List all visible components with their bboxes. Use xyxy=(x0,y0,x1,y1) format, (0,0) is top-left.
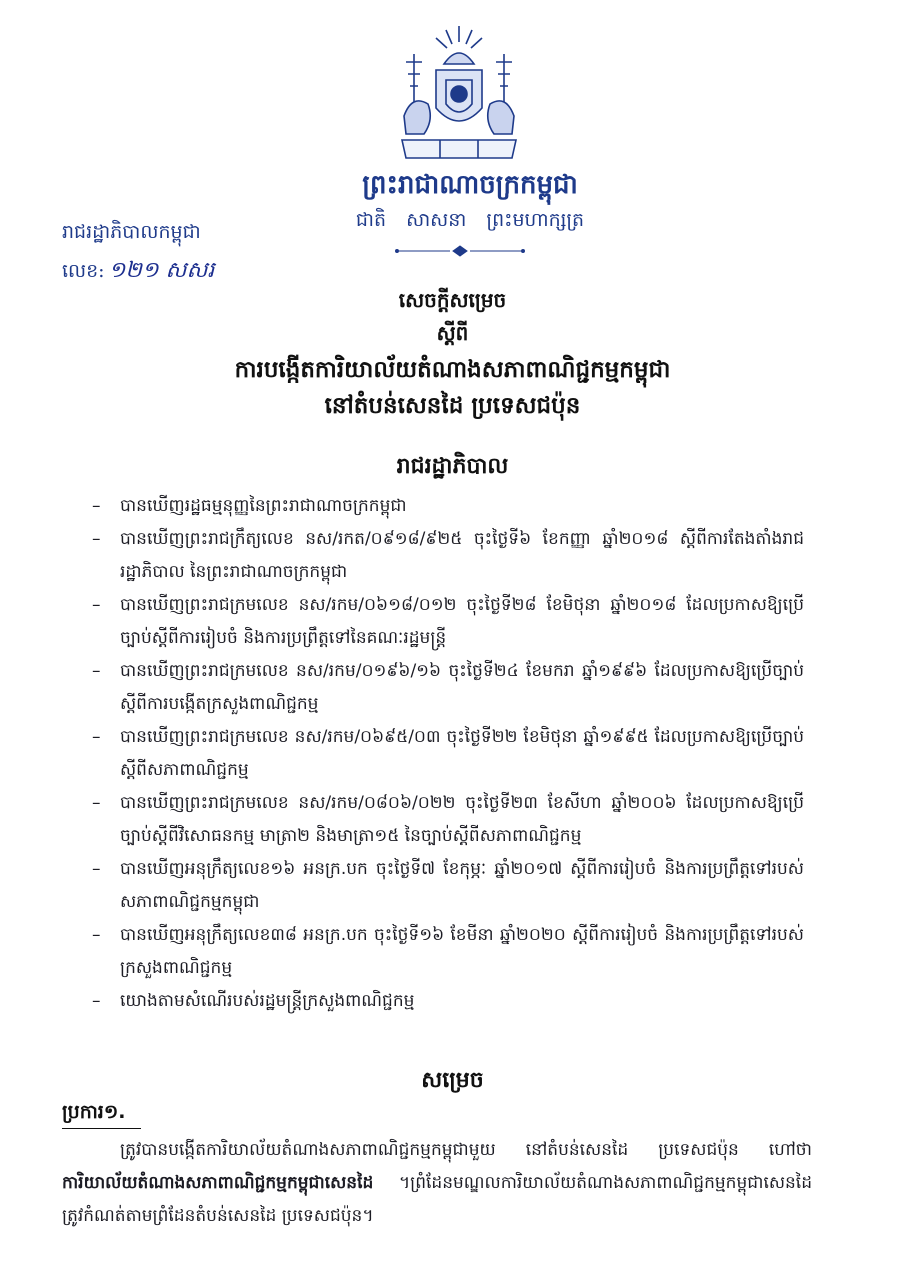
national-motto: ជាតិ សាសនា ព្រះមហាក្សត្រ xyxy=(355,209,585,231)
article-1-text: ត្រូវបានបង្កើតការិយាល័យតំណាងសភាពាណិជ្ជកម្មកម្ពុជាមួយ នៅតំបន់សេនដៃ ប្រទេសជប៉ុន ហៅថា ការិយាល័យតំណាងសភាពាណិជ្ជកម្មកម្ពុជាសេនដៃ ។ព្រំដែនមណ្ឌលការិយាល័យតំណាងសភាពាណិជ្ជកម្មកម្ពុជាសេនដៃ ត្រូវកំណត់តាមព្រំដែនតំបន់សេនដៃ ប្រទេសជប៉ុន។ xyxy=(62,1140,812,1226)
preamble-clauses xyxy=(92,490,804,1018)
decides-heading: សម្រេច xyxy=(421,1068,484,1093)
office-name: ការិយាល័យតំណាងសភាពាណិជ្ជកម្មកម្ពុជាសេនដៃ xyxy=(62,1173,374,1193)
subject-line-2: នៅតំបន់សេនដៃ ប្រទេសជប៉ុន xyxy=(324,393,581,419)
government-label: រាជរដ្ឋាភិបាលកម្ពុជា xyxy=(62,221,201,243)
royal-coat-of-arms-icon xyxy=(384,24,534,164)
ornament-divider-icon xyxy=(395,244,525,258)
clause-item: – បានឃើញព្រះរាជក្រមលេខ នស/រកម/០៦៩៥/០៣ ចុះថ្ងៃទី២២ ខែមិថុនា ឆ្នាំ១៩៩៥ ដែលប្រកាសឱ្យប្រើច្បាប់ស្តីពីសភាពាណិជ្ជកម្ម xyxy=(92,721,804,787)
clause-dash: – xyxy=(92,991,101,1011)
number-label: លេខ: xyxy=(62,260,105,282)
clause-dash: – xyxy=(92,529,101,549)
clause-dash: – xyxy=(92,595,101,615)
clause-item: – បានឃើញអនុក្រឹត្យលេខ១៦ អនក្រ.បក ចុះថ្ងៃទី៧ ខែកុម្ភៈ ឆ្នាំ២០១៧ ស្តីពីការរៀបចំ និងការប្រព្រឹត្តទៅរបស់សភាពាណិជ្ជកម្មកម្ពុជា xyxy=(92,853,804,919)
clause-dash: – xyxy=(92,925,101,945)
subject-line-1: ការបង្កើតការិយាល័យតំណាងសភាពាណិជ្ជកម្មកម្ពុជា xyxy=(234,357,671,383)
clause-dash: – xyxy=(92,496,101,516)
kingdom-heading: ព្រះរាជាណាចក្រកម្ពុជា xyxy=(362,170,578,200)
clause-item: – បានឃើញអនុក្រឹត្យលេខ៣៨ អនក្រ.បក ចុះថ្ងៃទី១៦ ខែមីនា ឆ្នាំ២០២០ ស្តីពីការរៀបចំ និងការប្រព្រឹត្តទៅរបស់ក្រសួងពាណិជ្ជកម្ម xyxy=(92,919,804,985)
about-label: ស្តីពី xyxy=(436,321,469,345)
clause-item: – បានឃើញព្រះរាជក្រឹត្យលេខ នស/រកត/០៩១៨/៩២៥ ចុះថ្ងៃទី៦ ខែកញ្ញា ឆ្នាំ២០១៨ ស្តីពីការតែងតាំងរាជរដ្ឋាភិបាល នៃព្រះរាជាណាចក្រកម្ពុជា xyxy=(92,523,804,589)
clause-dash: – xyxy=(92,661,101,681)
clause-item: – បានឃើញព្រះរាជក្រមលេខ នស/រកម/០៨០៦/០២២ ចុះថ្ងៃទី២៣ ខែសីហា ឆ្នាំ២០០៦ ដែលប្រកាសឱ្យប្រើច្បាប់ស្តីពីវិសោធនកម្ម មាត្រា២ និងមាត្រា១៥ នៃច្បាប់ស្តីពីសភាពាណិជ្ជកម្ម xyxy=(92,787,804,853)
clause-item: – បានឃើញព្រះរាជក្រមលេខ នស/រកម/០៦១៨/០១២ ចុះថ្ងៃទី២៨ ខែមិថុនា ឆ្នាំ២០១៨ ដែលប្រកាសឱ្យប្រើច្បាប់ស្តីពីការរៀបចំ និងការប្រព្រឹត្តទៅនៃគណៈរដ្ឋមន្ត្រី xyxy=(92,589,804,655)
decision-title: សេចក្តីសម្រេច xyxy=(398,288,507,312)
clause-item: – បានឃើញរដ្ឋធម្មនុញ្ញនៃព្រះរាជាណាចក្រកម្ពុជា xyxy=(92,490,804,523)
clause-dash: – xyxy=(92,859,101,879)
clause-item: – យោងតាមសំណើរបស់រដ្ឋមន្ត្រីក្រសួងពាណិជ្ជកម្ម xyxy=(92,985,804,1018)
clause-dash: – xyxy=(92,727,101,747)
clause-item: – បានឃើញព្រះរាជក្រមលេខ នស/រកម/០១៩៦/១៦ ចុះថ្ងៃទី២៤ ខែមករា ឆ្នាំ១៩៩៦ ដែលប្រកាសឱ្យប្រើច្បាប់ស្តីពីការបង្កើតក្រសួងពាណិជ្ជកម្ម xyxy=(92,655,804,721)
issuer-heading: រាជរដ្ឋាភិបាល xyxy=(396,454,509,479)
article-1-label: ប្រការ១. xyxy=(62,1100,141,1129)
document-number xyxy=(62,256,214,288)
clause-dash: – xyxy=(92,793,101,813)
handwritten-number: ១២១ សសរ xyxy=(108,258,215,283)
